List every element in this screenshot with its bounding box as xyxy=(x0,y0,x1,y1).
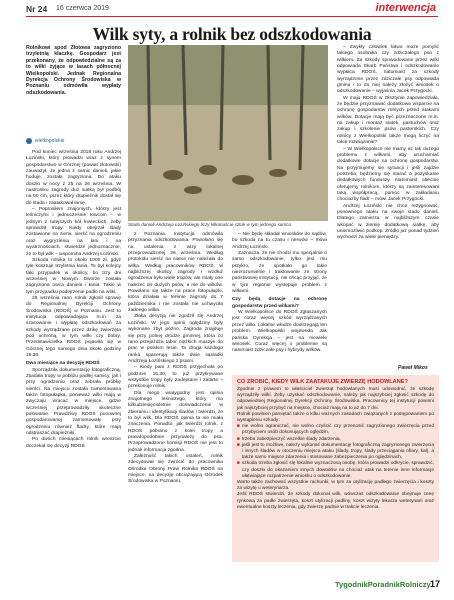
paragraph: Andrzej Łoziński nie chce rezygnować, ponownego ataku na swoje stado danieli. Dlatego zamierza w najbliższym czasie wkopać w ziemię dodatkową siatkę, aby uniemożliwić podkop. Źródło już ponad tydzień wychodzi za wiele pieniędzy. xyxy=(337,203,439,241)
photo-caption: Stado danieli Andrzeja Łozińskiego liczy kilkanaście sztuk w tym jednego samca xyxy=(128,222,291,227)
list-item: ■ szkoda trzeba zgłosić się lokalnie wyznaczoną osobę, która prowadzi odkrycie, sprawdzić, czy doszło do okazaniem innych dowodów na chociaż atak na terenie inne informacje ułatwiające rozpatrzenie wniosku o odszkodowanie. xyxy=(237,461,434,479)
page-number: 17 xyxy=(430,579,441,589)
column-1 xyxy=(26,45,121,96)
paragraph: Złaka decyzją nie zgodził się Andrzej Łoziński. W jego opinii oględziny były wykonane zbyt późno. Zagroda znajduje się przy polnej drodze gminnej, która co rano przejeżdża tabor ciężkich maszyn do prac w polskim lesie. Ta droga każdego ranka spacerują także dwie sąsiadki Andrzeja Łozińskiego z psami. xyxy=(128,314,223,364)
bullet-icon: ■ xyxy=(237,424,240,430)
list-item: ■ trzeba zabezpieczyć wszelkie ślady zdarzenia, xyxy=(237,436,341,442)
list-item: ■ nie wolno ograniczać, nie wolno czyścić czy przenosić zagryzionego zwierzęcia przed przybyciem osób dokonujących oględzin, xyxy=(237,424,434,436)
column-1-body xyxy=(26,150,121,450)
paragraph: 26 września rano rolnik zgłosił sprawę do Regionalnej Dyrekcji Ochrony Środowiska (RDOŚ) w Poznaniu. Jest to instytucja odpowiadająca m.in. za szacowanie i wypłatę odszkodowań za szkody wyrządzane przez dzikę zwierzęta pod ochroną, w tym wilki czy bobry. Przedstawicielka RDOŚ pojawiła się w Górznej tego samego dnia około godziny 15.30. xyxy=(26,295,121,358)
info-box-body xyxy=(237,387,434,511)
paragraph: z Poznania. Instytucja odmówiła przyznania odszkodowania. Powołano się na ustalenia z wizji lokalnej przeprowadzonej 26 września. Według protokołu sierść na siatce nie należała do wilka. Według pracowników RDOŚ, w najbliższej okolicy zagrody i wzdłuż ogrodzenia było wiele tropów, ale miały one należeć do dużych psów, a nie do wilków. Powołano się także na prace fotopułapki, która działała w terenie zagrody do 7 października i nie została nie uchwyciła żadnego wilka. xyxy=(128,232,223,314)
column-4 xyxy=(337,45,439,242)
paragraph: Po dwóch miesiącach rolnik wreszcie doczekał się decyzji RDOŚ xyxy=(26,437,121,449)
header-divider xyxy=(26,16,438,17)
region-tag xyxy=(26,138,64,144)
issue-date: 16 czerwca 2019 xyxy=(56,5,109,12)
column-3 xyxy=(232,232,327,355)
subheading: Czy będą dotacje na ochronę gospodarstw przed wilkami? xyxy=(232,297,327,309)
paragraph: Zależność takich ustaleń, rolnik zdecydował się zwrócić do pracownika Ośrodka Obrony Praw Rolnika RDOŚ na miejsce, na decyzję obciążającą Ośrodek Środowiska w Poznaniu. xyxy=(128,454,223,485)
list-item: ■ jeśli jest to możliwe, należy wykonać dokumentację fotograficzną zagryzionego zwierzęcia i innych śladów w otoczeniu miejsca ataku (ślady, tropy, ślady przeciągania ofiary, kał), a także samo miejsce zdarzenia i stosowane zabezpieczenia po oględzinach, xyxy=(237,442,434,461)
bullet-icon: ■ xyxy=(237,442,240,448)
paragraph: – Poprosiłem znajomych, którzy jest leśniczymi i jednocześnie łowcom – w jednym z tutejszych kół łowieckich, żeby sprawdził tropy. Kiedy obejrzał ślady zostawione na ziemi, sierść na ogrodzeniu oraz wygryzienia na łani i na wyatrznościach, stwierdził jednoznacznie, że to był wilk – wspomina Andrzej Łoziński. xyxy=(26,207,121,257)
column-2 xyxy=(128,232,223,486)
article-photo xyxy=(128,45,328,221)
paragraph: – Zwykły człowiek łatwo może pomylić takiego osobnika czy zdziczałego psa z wilkiem. Za szkody spowodowane przez wilki odpowiada Skarb Państwa i odszkodowanie wypłaca RDOŚ, natomiast za szkody wyrządzone przez zdziczałe psy odpowiada gmina i to do niej należy złożyć wniosek o odszkodowanie – wyjaśnia Jacek Przygocki. xyxy=(337,45,439,95)
paragraph: Warto także zachować wszystkie rachunki, w tym za utylizację padłego zwierzęcia i koszty za wizytę u weterynarza. xyxy=(237,480,434,492)
paragraph: – Nie będę składał wniosków do sądów, bo szkoda na to czasu i nerwów – mówi Andrzej Łoziński. xyxy=(232,232,327,250)
article-lead: Rolnikowi spod Złotowa zagryziono trzyletnią klaczkę. Gospodarz jest przekonany, że odpowiedzialne są za to wilki żyjące w lasach północnej Wielkopolski. Jednak Regionalna Dyrekcja Ochrony Środowiska w Poznaniu odmówiła wypłaty odszkodowania. xyxy=(26,45,121,96)
paragraph: Pod koniec września 2018 roku Andrzej Łoziński, który prowadzi wraz z synem gospodarstwo w Górznej (powiat złotowski) zauważył, że jedna z samic danieli, jakie hoduje, została zagryziona. Do ataku doszło w nocy z 25 na 26 września. W nastroniku zagrody duż siatką był podbój na 50 cm, przez który drapieżnik dostał się do stada i zaatakował łanię. xyxy=(26,150,121,206)
paragraph: Sporządziła dokumentację fotograficzną, zbadała tropy w pobliżu padłej samicy, jak i przy ogrodzeniu oraz zebrała próbkę sierści. Na miejscu została zamontowana także fotopułapka, ponieważ wilki mają w zwyczaju wracać w miejsce, gdzie wcześniej przeprowadziły skuteczne polowanie. Prawdziwy RDOŚ ponownej gospodarowanej zamontowały przy ogrodzeniu również fladry, które mają odstraszać drapieżniki. xyxy=(26,367,121,437)
issue-number: Nr 24 xyxy=(26,4,48,14)
location-pin-icon xyxy=(26,138,32,144)
bullet-icon: ■ xyxy=(237,436,240,442)
page-header xyxy=(0,0,454,20)
paragraph: – Kiedy pani z RDOŚ przyjechała po godzinie 15.30, to już przykrywane wszystkie tropy były zadeptane i zatarte – przekonuje rolnik. xyxy=(128,365,223,390)
info-box-title: CO ZROBIĆ, KIEDY WILK ZAATAKUJE ZWIERZĘ HODOWLANE? xyxy=(237,379,408,385)
paragraph: Zgodnie z prawem to właściciel zwierząt hodowlanych musi udowodnić, że szkodę wyrządziły wilki. Żeby uzyskać odszkodowanie, należy jak najszybciej zgłosić szkodę do odpowiedniej Regionalnej Dyrekcji Ochrony Środowiska. Pracownicy tej instytucji powinni jak najszybciej przybyć na miejsce, chociaż mają na to aż do 7 dni. xyxy=(237,387,434,411)
paragraph: Zaznacza, że nie chodzi mu specjalnie o samo odszkodowanie, tylko jest mu przykro, że spotkało go takie niezrozumienie i traktowanie ze strony państwowej instytucji, nie chcąc przyjąć, że w tym regionie występuje problem z wilkami. xyxy=(232,251,327,295)
paragraph: W Wielkopolsce do RDOŚ zgłaszanych jest coraz więcej szkód wyrządzanych przez wilki. Lokalne władze dostrzegają ten problem. Wielkopolski wojewoda Jak pańska Dyrekcja – jest na niewiele wniosek. Coraz więcej o problemie są natomiast zdziczałe psy i hybrydy wilków. xyxy=(232,310,327,354)
article-title: Wilk syty, a rolnik bez odszkodowania xyxy=(92,24,372,44)
paragraph: – W Wielkopolsce nie mamy aż tak dużego problemu z wilkami, aby uruchamiać dodatkowe dotacje na ochronę gospodarstw. Na przyjmujemy się sytuacji i jeśli zajdzie potrzeba, będziemy się starać o pozyskanie dodatkowych funduszy. Natomiast obecnie oferujemy rolnikom, którzy są zainteresowani taką współpracą, pomoc w zakładaniu chociażby fladr – mówi Jacek Przygocki. xyxy=(337,146,439,203)
deer-herd-photo xyxy=(128,45,328,221)
publication-logo: TygodnikPoradnikRolniczy xyxy=(335,580,431,589)
section-label: interwencja xyxy=(375,2,436,14)
author-signature: Paweł Mikos xyxy=(398,365,428,371)
paragraph: Szkoda rolnika to około 1000 zł, gdyż tyle kosztuje trzyletnia łania. To był kolejny taki przypadek w okolicy, bo trzy dni wcześniej w Nowym Dworze została zagryziona owca daniela i łania. Takie w tym przypadku podejrzenie padło na wilki. xyxy=(26,257,121,295)
subheading: Dwa miesiące na decyzję RDOŚ xyxy=(26,361,100,367)
info-box xyxy=(232,375,439,562)
paragraph: W maju RDOŚ w Olsztynie zapowiedziała, że będzie przyznawać dodatkowe wsparcie na ochronę gospodarstw rolnych przed atakami wilków. Dotacje mają być przeznaczone m.in. na zakup i montaż siatek, pastuchów oraz zakup i szkolenie psów pasterskich. Czy rolnicy z Wielkopolski także mogą liczyć na takie rozwiązanie? xyxy=(337,95,439,146)
paragraph: Dla niego wiarygodny jest opinia znajomego leśniczego, który ma kilkudziesięcioletnie doświadczenie w zbieraniu i identyfikacji śladów i twierdzi, że to był wilk. Dla RDOŚ opinia ta nie miała znaczenia. Ponadto, jak twierdzi rolnik, z RDOŚ pobrano z kolei tropy a prawdopodobnie przynależy do psa. Przeprowadzone komisji RDOŚ nie jest to jednak informacja zgodna. xyxy=(128,390,223,453)
paragraph: Jeśli RDOŚ stwierdzi, że szkody dokonał wilk, wówczas odszkodowanie obejmuje cenę rynkową za padłe zwierzęta, koszt utylizacji padliny, koszt wizyty lekarza weterynarii oraz ewentualne koszty leczenia, gdy zwierzę padnie w trakcie leczenia. xyxy=(237,492,434,510)
bullet-icon: ■ xyxy=(237,461,240,467)
paragraph: Rolnik powinien pamiętać także o kilku ważnych zasadach związanych z postępowaniem po wystąpieniu szkody: xyxy=(237,411,434,424)
region-label: wielkopolskie xyxy=(35,138,65,144)
